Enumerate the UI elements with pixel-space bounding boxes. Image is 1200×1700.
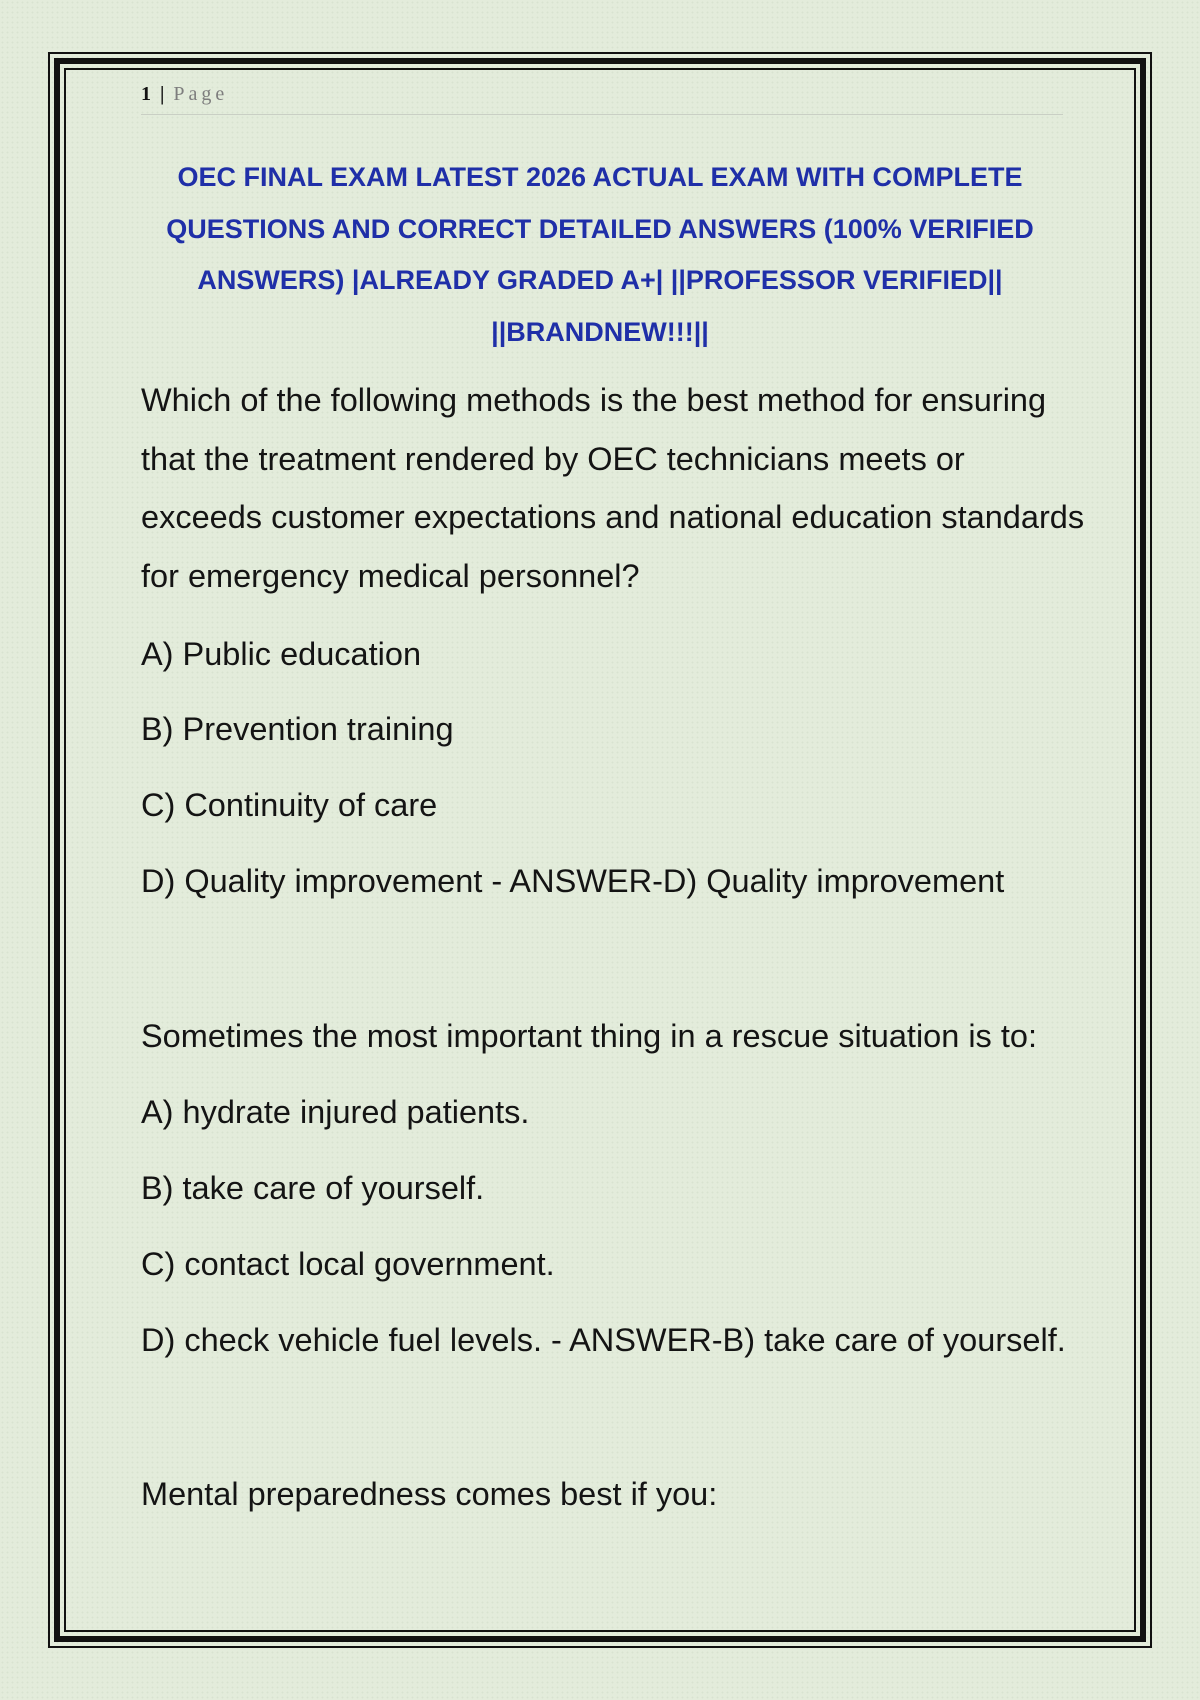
page-separator: | xyxy=(160,83,165,105)
page-number: 1 xyxy=(141,83,151,105)
question-1-option-d-answer: D) Quality improvement - ANSWER-D) Quality improvement xyxy=(141,863,1005,899)
question-2-option-d-answer: D) check vehicle fuel levels. - ANSWER-B) take care of yourself. xyxy=(141,1322,1066,1358)
document-title: OEC FINAL EXAM LATEST 2026 ACTUAL EXAM WITH COMPLETE QUESTIONS AND CORRECT DETAILED ANSWERS (100% VERIFIED ANSWERS) |ALREADY GRADED A+| ||PROFESSOR VERIFIED|| ||BRANDNEW!!!|| xyxy=(166,162,1034,347)
question-1-option-c: C) Continuity of care xyxy=(141,787,438,823)
question-1-line-2: that the treatment rendered by OEC technicians meets or xyxy=(141,441,965,477)
question-2-option-c: C) contact local government. xyxy=(141,1246,555,1282)
question-1-line-4: for emergency medical personnel? xyxy=(141,558,640,594)
question-2-option-b: B) take care of yourself. xyxy=(141,1170,485,1206)
question-1-option-b: B) Prevention training xyxy=(141,711,454,747)
question-1-line-3: exceeds customer expectations and national education standards xyxy=(141,499,1085,535)
question-2-option-a: A) hydrate injured patients. xyxy=(141,1094,530,1130)
page-header xyxy=(141,80,1063,115)
question-2-line-1: Sometimes the most important thing in a rescue situation is to: xyxy=(141,1018,1037,1054)
question-3-line-1: Mental preparedness comes best if you: xyxy=(141,1476,718,1512)
question-1-line-1: Which of the following methods is the best method for ensuring xyxy=(141,382,1047,418)
page-word: Page xyxy=(173,83,229,105)
question-1-option-a: A) Public education xyxy=(141,636,422,672)
